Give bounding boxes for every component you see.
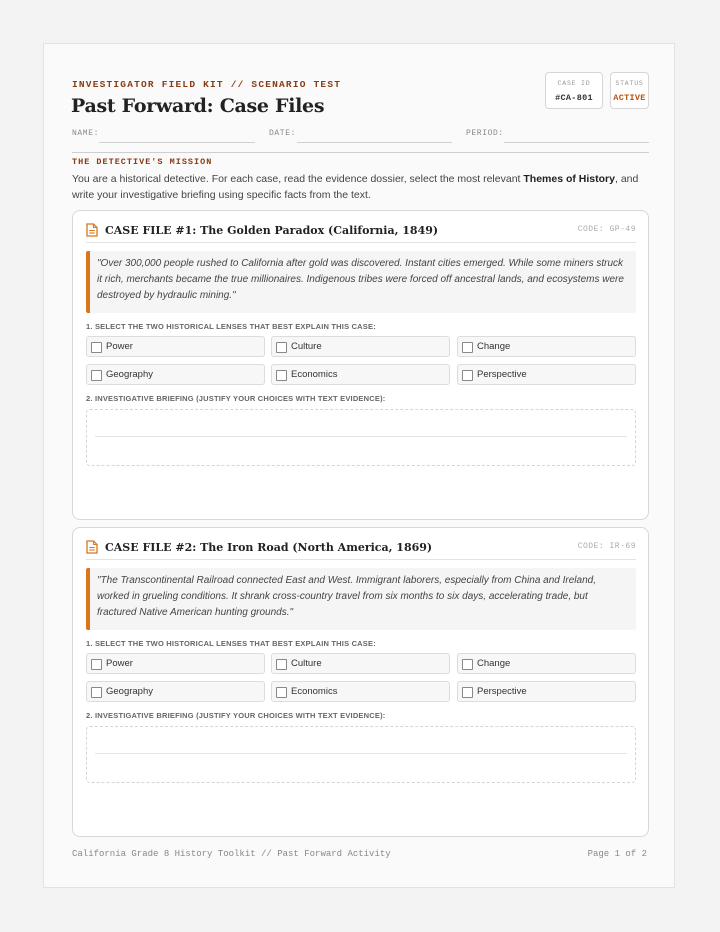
case-file-card	[72, 527, 649, 837]
lens-option-power[interactable]	[86, 336, 265, 357]
date-line	[297, 142, 452, 143]
document-icon	[86, 223, 98, 237]
checkbox[interactable]	[462, 342, 473, 353]
case-id-value: #CA-801	[555, 93, 593, 103]
date-label: DATE:	[269, 129, 297, 138]
lens-option-culture[interactable]	[271, 336, 450, 357]
date-field[interactable]	[269, 129, 452, 138]
lens-option-perspective[interactable]	[457, 364, 636, 385]
kit-kicker: INVESTIGATOR FIELD KIT // SCENARIO TEST	[72, 79, 342, 90]
mission-heading: THE DETECTIVE'S MISSION	[72, 157, 213, 167]
checkbox[interactable]	[462, 659, 473, 670]
checkbox[interactable]	[91, 370, 102, 381]
document-icon	[86, 540, 98, 554]
question-1-prompt: 1. SELECT THE TWO HISTORICAL LENSES THAT BEST EXPLAIN THIS CASE:	[86, 322, 376, 331]
option-label: Perspective	[477, 686, 527, 697]
option-label: Economics	[291, 686, 338, 697]
name-label: NAME:	[72, 129, 100, 138]
case-file-card	[72, 210, 649, 520]
lens-option-economics[interactable]	[271, 681, 450, 702]
mission-text-end: , and write your investigative briefing using specific facts from the text.	[72, 173, 639, 201]
checkbox[interactable]	[462, 370, 473, 381]
option-label: Culture	[291, 658, 322, 669]
checkbox[interactable]	[276, 687, 287, 698]
status-value: ACTIVE	[613, 93, 646, 103]
evidence-quote	[86, 568, 636, 630]
case-id-label: CASE ID	[557, 80, 591, 87]
page-number: Page 1 of 2	[587, 849, 647, 859]
case-title: CASE FILE #2: The Iron Road (North America, 1869)	[105, 541, 433, 554]
option-label: Geography	[106, 369, 154, 380]
lens-option-economics[interactable]	[271, 364, 450, 385]
mission-text-bold: Themes of History	[523, 173, 615, 185]
evidence-quote-text: "The Transcontinental Railroad connected East and West. Immigrant laborers, especially from China and Ireland, worked in grueling conditions. It shrank cross-country travel from six months to six days, accelerating trade, but fractured Native American hunting grounds."	[97, 575, 596, 618]
option-label: Perspective	[477, 369, 527, 380]
question-2-prompt: 2. INVESTIGATIVE BRIEFING (JUSTIFY YOUR CHOICES WITH TEXT EVIDENCE):	[86, 394, 386, 403]
option-label: Change	[477, 341, 511, 352]
option-label: Power	[106, 658, 133, 669]
case-header	[86, 539, 636, 560]
evidence-quote	[86, 251, 636, 313]
mission-text-start: You are a historical detective. For each case, read the evidence dossier, select the most relevant	[72, 173, 524, 185]
header-divider	[72, 152, 649, 153]
checkbox[interactable]	[276, 659, 287, 670]
answer-line	[95, 753, 627, 754]
checkbox[interactable]	[462, 687, 473, 698]
period-line	[504, 142, 649, 143]
checkbox[interactable]	[91, 687, 102, 698]
lens-option-geography[interactable]	[86, 681, 265, 702]
page-title: Past Forward: Case Files	[71, 95, 325, 117]
mission-text	[72, 171, 652, 203]
lens-option-geography[interactable]	[86, 364, 265, 385]
option-label: Power	[106, 341, 133, 352]
period-field[interactable]	[466, 129, 649, 138]
option-label: Culture	[291, 341, 322, 352]
question-1-prompt: 1. SELECT THE TWO HISTORICAL LENSES THAT BEST EXPLAIN THIS CASE:	[86, 639, 376, 648]
case-id-badge	[545, 72, 603, 109]
status-badge	[610, 72, 649, 109]
option-label: Change	[477, 658, 511, 669]
question-2-prompt: 2. INVESTIGATIVE BRIEFING (JUSTIFY YOUR CHOICES WITH TEXT EVIDENCE):	[86, 711, 386, 720]
lens-option-change[interactable]	[457, 653, 636, 674]
lens-option-power[interactable]	[86, 653, 265, 674]
student-info-fields	[72, 129, 649, 145]
name-field[interactable]	[72, 129, 255, 138]
status-label: STATUS	[615, 80, 644, 87]
checkbox[interactable]	[91, 659, 102, 670]
period-label: PERIOD:	[466, 129, 504, 138]
name-line	[99, 142, 255, 143]
option-label: Economics	[291, 369, 338, 380]
evidence-quote-text: "Over 300,000 people rushed to California after gold was discovered. Instant cities emerged. While some miners struck it rich, merchants became the true millionaires. Indigenous tribes were forced off ancestral lands, and ecosystems were destroyed by hydraulic mining."	[97, 258, 624, 301]
checkbox[interactable]	[91, 342, 102, 353]
checkbox[interactable]	[276, 342, 287, 353]
checkbox[interactable]	[276, 370, 287, 381]
briefing-answer-area[interactable]	[86, 409, 636, 466]
lens-option-culture[interactable]	[271, 653, 450, 674]
briefing-answer-area[interactable]	[86, 726, 636, 783]
worksheet-page	[43, 43, 675, 888]
case-title: CASE FILE #1: The Golden Paradox (California, 1849)	[105, 224, 439, 237]
lens-option-perspective[interactable]	[457, 681, 636, 702]
option-label: Geography	[106, 686, 154, 697]
case-header	[86, 222, 636, 243]
lens-option-change[interactable]	[457, 336, 636, 357]
case-code: CODE: GP-49	[577, 225, 636, 234]
case-code: CODE: IR-69	[577, 542, 636, 551]
answer-line	[95, 436, 627, 437]
footer-source: California Grade 8 History Toolkit // Past Forward Activity	[72, 849, 391, 859]
